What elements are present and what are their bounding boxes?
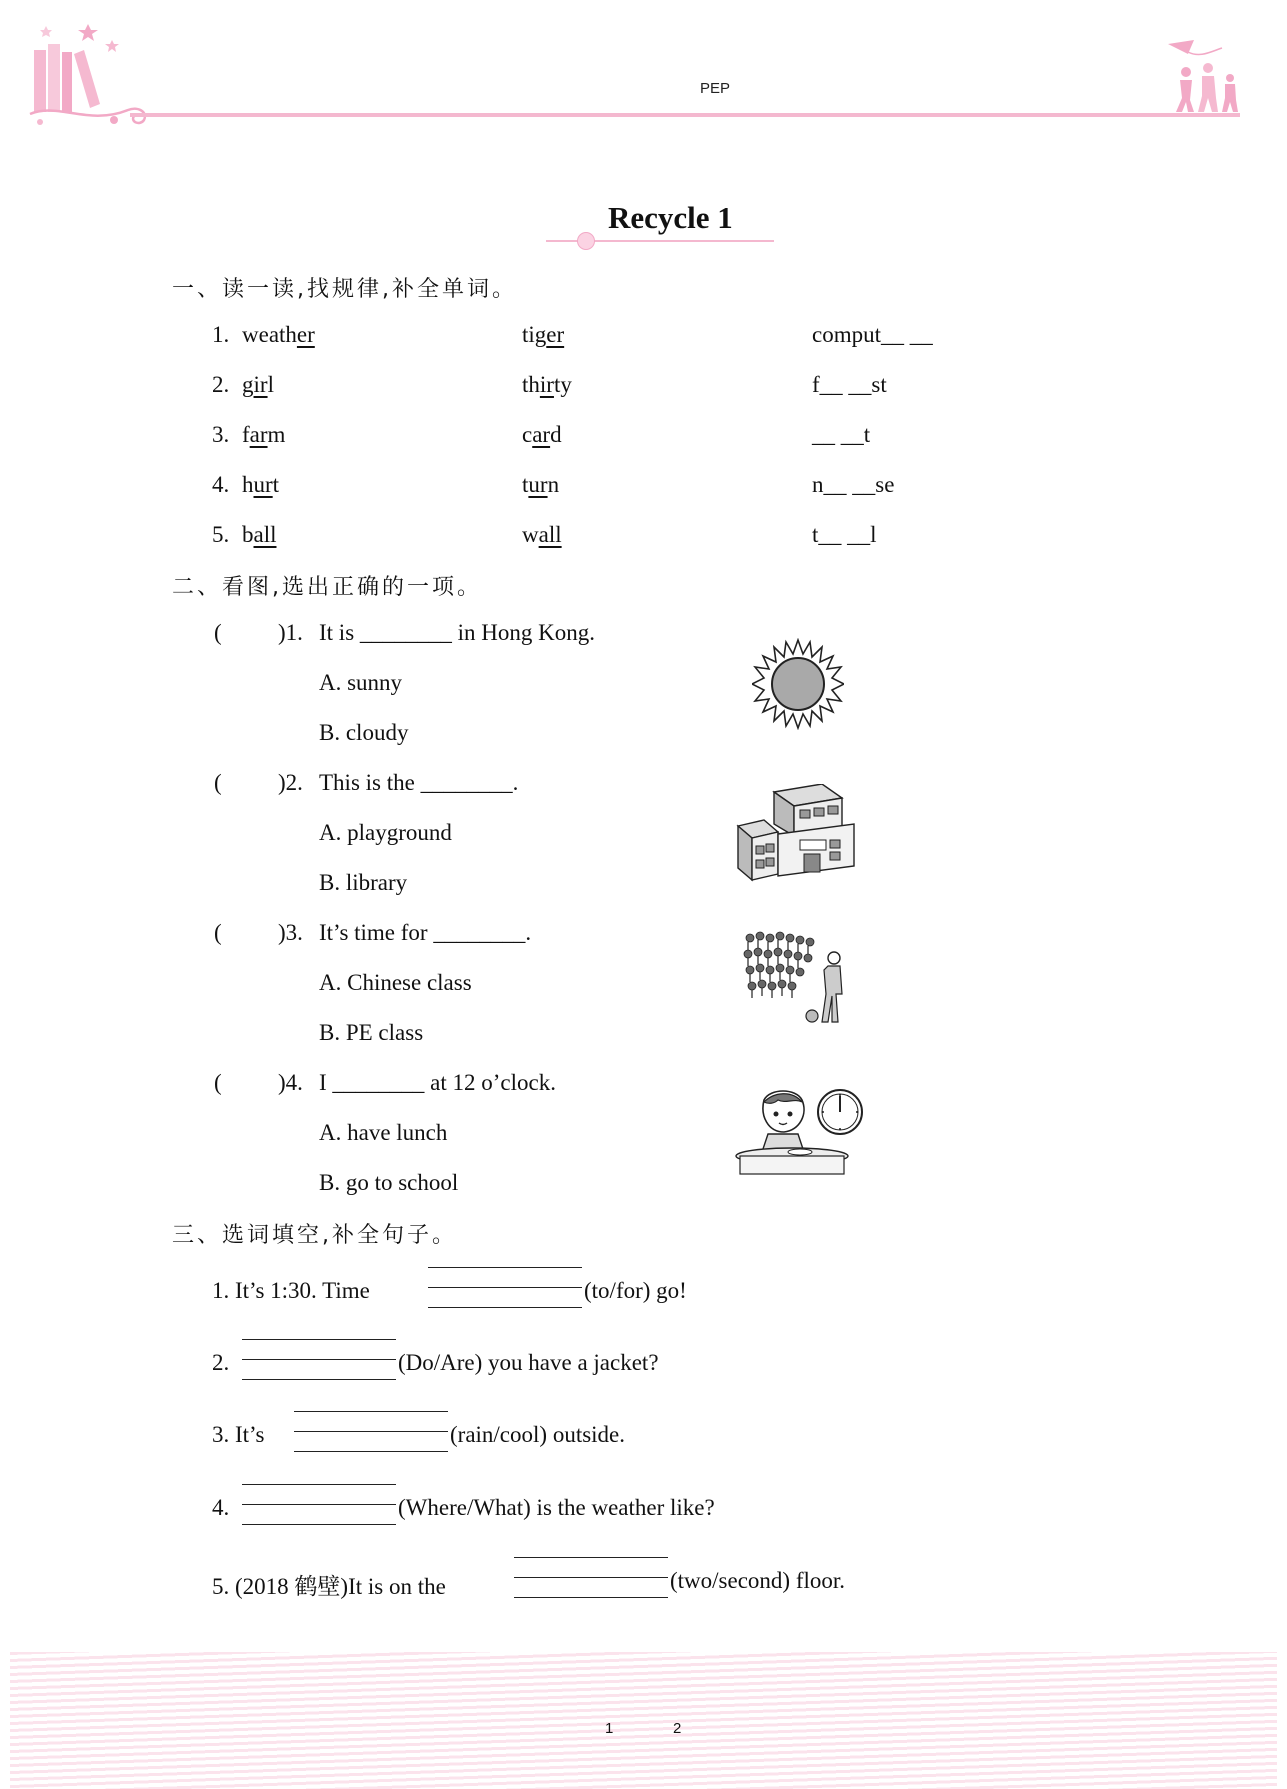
q4-number: )4. xyxy=(278,1070,303,1095)
s1-row5-word1: ball xyxy=(242,522,277,547)
q4-answer-box[interactable] xyxy=(226,1070,276,1098)
s1-row4-word2: turn xyxy=(522,472,560,497)
q1-stem: It is ________ in Hong Kong. xyxy=(319,620,595,645)
section1-heading: 一、读一读,找规律,补全单词。 xyxy=(172,277,517,302)
q2-answer-box[interactable] xyxy=(226,770,276,798)
s3-item2-prefix: 2. xyxy=(212,1350,230,1375)
pe-class-icon xyxy=(742,930,850,1030)
q1-number: )1. xyxy=(278,620,303,645)
s1-row1-word3: comput__ __ xyxy=(812,322,933,347)
s3-item4-blank[interactable] xyxy=(242,1484,396,1526)
header-subject: PEP xyxy=(700,80,731,97)
footer-stripes xyxy=(10,1652,1277,1789)
s1-row2-word1: girl xyxy=(242,372,274,397)
q4-option-b: B. go to school xyxy=(319,1170,459,1195)
s3-item5-suffix: (two/second) floor. xyxy=(670,1568,846,1593)
s3-item2-suffix: (Do/Are) you have a jacket? xyxy=(398,1350,659,1375)
s1-row3-word2: card xyxy=(522,422,562,447)
s1-row4-number: 4. xyxy=(212,472,230,497)
q3-option-a: A. Chinese class xyxy=(319,970,472,995)
s1-row5-word3: t__ __l xyxy=(812,522,877,547)
s3-item4-suffix: (Where/What) is the weather like? xyxy=(398,1495,715,1520)
s3-item1-prefix: 1. It’s 1:30. Time xyxy=(212,1278,370,1303)
q2-number: )2. xyxy=(278,770,303,795)
s1-row2-word3: f__ __st xyxy=(812,372,887,397)
q3-answer-box[interactable] xyxy=(226,920,276,948)
page-number-left: 1 xyxy=(605,1720,614,1737)
q3-number: )3. xyxy=(278,920,303,945)
s3-item3-suffix: (rain/cool) outside. xyxy=(450,1422,626,1447)
title-dot-icon xyxy=(577,232,595,250)
s3-item1-blank[interactable] xyxy=(428,1267,582,1309)
q1-open-paren: ( xyxy=(214,620,222,645)
library-building-icon xyxy=(734,784,858,892)
s1-row4-word3: n__ __se xyxy=(812,472,895,497)
q3-open-paren: ( xyxy=(214,920,222,945)
q1-option-b: B. cloudy xyxy=(319,720,409,745)
s3-item2-blank[interactable] xyxy=(242,1339,396,1381)
s3-item4-prefix: 4. xyxy=(212,1495,230,1520)
section2-heading: 二、看图,选出正确的一项。 xyxy=(172,575,482,600)
boy-lunch-clock-icon xyxy=(734,1086,868,1178)
s1-row1-word1: weather xyxy=(242,322,315,347)
q1-option-a: A. sunny xyxy=(319,670,403,695)
q3-option-b: B. PE class xyxy=(319,1020,424,1045)
s1-row1-number: 1. xyxy=(212,322,230,347)
q3-stem: It’s time for ________. xyxy=(319,920,532,945)
q2-option-a: A. playground xyxy=(319,820,452,845)
s3-item3-blank[interactable] xyxy=(294,1411,448,1453)
s1-row3-word3: __ __t xyxy=(812,422,871,447)
page-number-right: 2 xyxy=(673,1720,682,1737)
s1-row3-word1: farm xyxy=(242,422,286,447)
header-line xyxy=(130,113,1240,117)
s3-item5-blank[interactable] xyxy=(514,1557,668,1599)
s3-item1-suffix: (to/for) go! xyxy=(584,1278,687,1303)
s1-row5-word2: wall xyxy=(522,522,562,547)
s1-row4-word1: hurt xyxy=(242,472,280,497)
s1-row1-word2: tiger xyxy=(522,322,565,347)
q4-stem: I ________ at 12 o’clock. xyxy=(319,1070,556,1095)
s3-item3-prefix: 3. It’s xyxy=(212,1422,265,1447)
page-title: Recycle 1 xyxy=(608,200,733,235)
header-decoration-right xyxy=(1160,38,1250,116)
q4-option-a: A. have lunch xyxy=(319,1120,448,1145)
children-kite-icon xyxy=(1160,38,1250,116)
s1-row2-word2: thirty xyxy=(522,372,572,397)
s1-row2-number: 2. xyxy=(212,372,230,397)
sun-icon xyxy=(752,638,844,730)
q1-answer-box[interactable] xyxy=(226,620,276,648)
q2-stem: This is the ________. xyxy=(319,770,519,795)
s1-row5-number: 5. xyxy=(212,522,230,547)
s3-item5-prefix: 5. (2018 鹤壁)It is on the xyxy=(212,1574,446,1599)
q2-option-b: B. library xyxy=(319,870,408,895)
section3-heading: 三、选词填空,补全句子。 xyxy=(172,1223,457,1248)
q4-open-paren: ( xyxy=(214,1070,222,1095)
s1-row3-number: 3. xyxy=(212,422,230,447)
q2-open-paren: ( xyxy=(214,770,222,795)
